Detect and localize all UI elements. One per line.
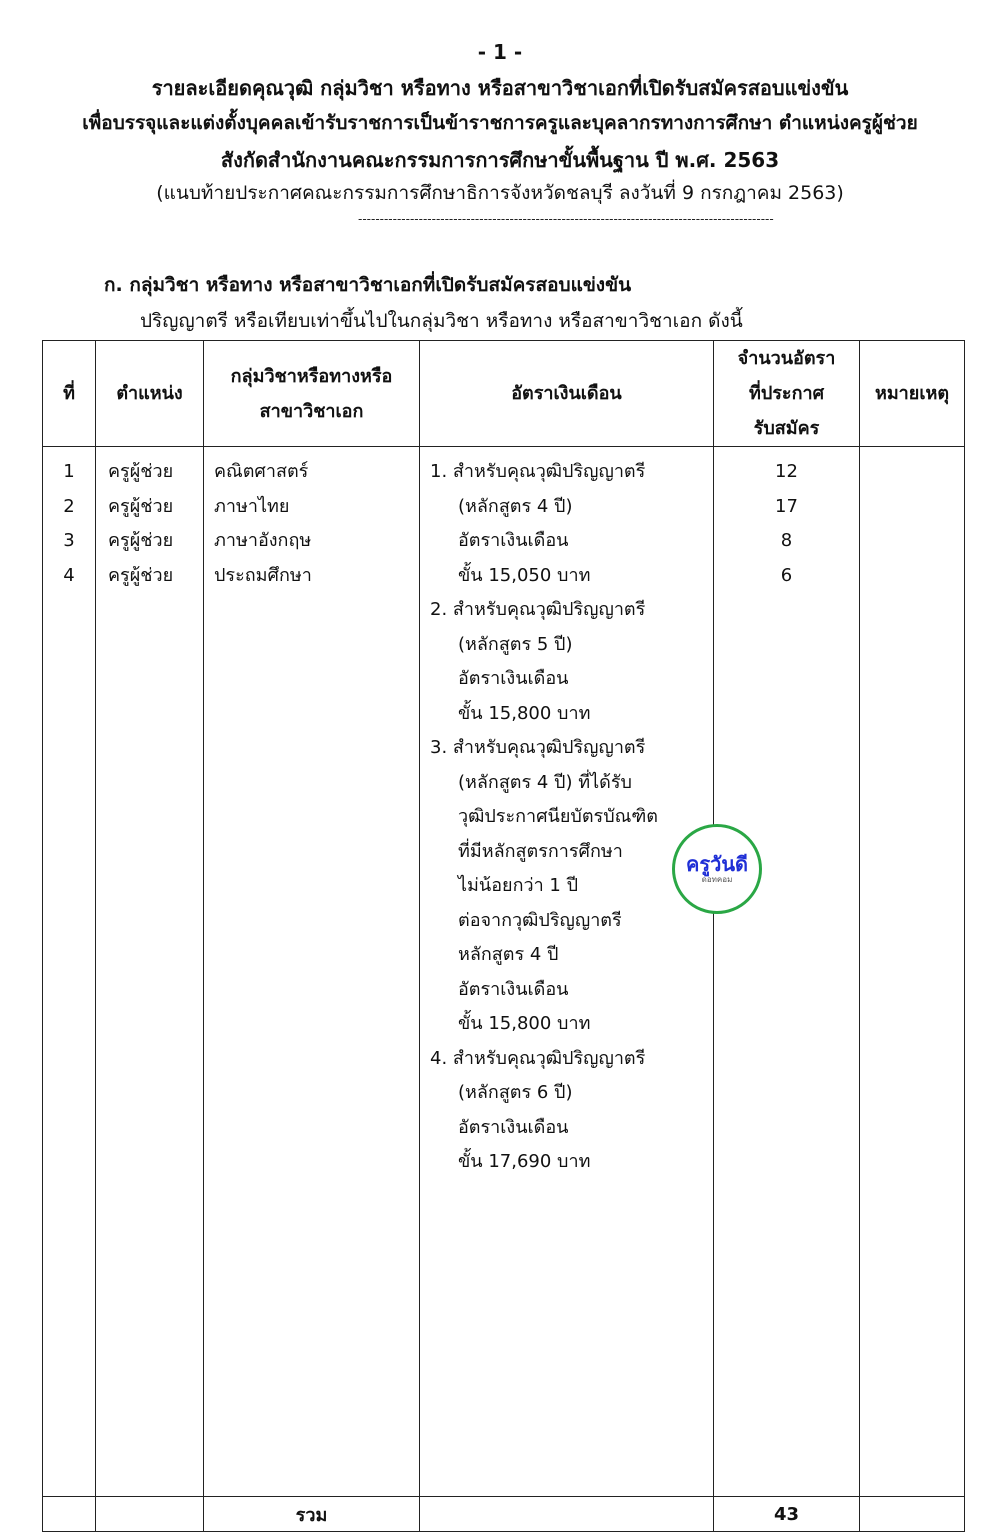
row-no: 2 (63, 495, 75, 517)
title-line-2: เพื่อบรรจุและแต่งตั้งบุคคลเข้ารับราชการเป็นข้าราชการครูและบุคลากรทางการศึกษา ตำแหน่งครูผู้ช่วย (82, 112, 918, 134)
watermark-stamp (672, 824, 762, 914)
salary-line: อัตราเงินเดือน (458, 530, 569, 551)
positions-table (42, 340, 965, 1532)
salary-line: (หลักสูตร 4 ปี) ที่ได้รับ (458, 771, 632, 793)
salary-line: หลักสูตร 4 ปี (458, 944, 559, 965)
row-position: ครูผู้ช่วย (108, 495, 174, 517)
row-position: ครูผู้ช่วย (108, 530, 174, 551)
header-count-line-1: จำนวนอัตรา (737, 348, 836, 369)
salary-item-2 (420, 593, 713, 731)
row-no: 1 (63, 461, 75, 482)
title-line-1: รายละเอียดคุณวุฒิ กลุ่มวิชา หรือทาง หรือสาขาวิชาเอกที่เปิดรับสมัครสอบแข่งขัน (151, 76, 849, 100)
salary-line: ขั้น 15,800 บาท (458, 1013, 591, 1034)
header-salary: อัตราเงินเดือน (420, 341, 714, 447)
total-empty-cell (43, 1497, 96, 1532)
row-count: 8 (780, 530, 793, 551)
row-no: 4 (63, 564, 75, 586)
header-position: ตำแหน่ง (96, 341, 204, 447)
row-count: 12 (775, 461, 798, 482)
title-line-3: สังกัดสำนักงานคณะกรรมการการศึกษาขั้นพื้นฐาน ปี พ.ศ. 2563 (220, 148, 780, 172)
header-subject (204, 341, 420, 447)
announcement-reference: (แนบท้ายประกาศคณะกรรมการศึกษาธิการจังหวัดชลบุรี ลงวันที่ 9 กรกฎาคม 2563) (156, 182, 844, 204)
header-count-line-3: รับสมัคร (753, 418, 820, 439)
salary-line: อัตราเงินเดือน (458, 668, 569, 689)
total-empty-cell (420, 1497, 714, 1532)
page-number: - 1 - (477, 40, 523, 64)
row-no: 3 (63, 530, 75, 551)
table-body-row (43, 447, 965, 1497)
salary-line: อัตราเงินเดือน (458, 1116, 569, 1138)
header-count-line-2: ที่ประกาศ (748, 383, 825, 404)
row-subject: ประถมศึกษา (214, 564, 312, 586)
salary-line: ต่อจากวุฒิปริญญาตรี (458, 909, 622, 931)
section-heading: ก. กลุ่มวิชา หรือทาง หรือสาขาวิชาเอกที่เปิดรับสมัครสอบแข่งขัน (104, 274, 632, 296)
total-row (43, 1497, 965, 1532)
row-position: ครูผู้ช่วย (108, 564, 174, 586)
salary-line: ขั้น 15,800 บาท (458, 702, 591, 724)
salary-line: 3. สำหรับคุณวุฒิปริญญาตรี (430, 737, 646, 758)
row-subject: ภาษาไทย (214, 495, 290, 517)
total-empty-cell (96, 1497, 204, 1532)
salary-line: ขั้น 17,690 บาท (458, 1151, 591, 1172)
total-label: รวม (204, 1497, 420, 1532)
salary-line: (หลักสูตร 6 ปี) (458, 1082, 573, 1103)
salary-line: ไม่น้อยกว่า 1 ปี (458, 875, 579, 896)
separator-line: ------------------------------------------------------------------------------------------------ (358, 212, 774, 226)
total-empty-cell (860, 1497, 965, 1532)
salary-item-3 (420, 731, 713, 1042)
stamp-main-text: ครูวันดี (685, 852, 748, 876)
salary-line: อัตราเงินเดือน (458, 978, 569, 1000)
salary-item-4 (420, 1042, 713, 1180)
salary-line: 4. สำหรับคุณวุฒิปริญญาตรี (430, 1047, 646, 1069)
salary-line: (หลักสูตร 4 ปี) (458, 495, 573, 517)
header-subject-line-1: กลุ่มวิชาหรือทางหรือ (230, 365, 393, 387)
count-column (714, 447, 860, 1497)
salary-line: วุฒิประกาศนียบัตรบัณฑิต (458, 806, 658, 827)
header-no: ที่ (43, 341, 96, 447)
position-column (96, 447, 204, 1497)
row-count: 17 (775, 495, 798, 517)
salary-line: (หลักสูตร 5 ปี) (458, 633, 573, 655)
salary-line: 1. สำหรับคุณวุฒิปริญญาตรี (430, 461, 646, 482)
row-count: 6 (780, 564, 793, 586)
header-remark: หมายเหตุ (860, 341, 965, 447)
salary-line: 2. สำหรับคุณวุฒิปริญญาตรี (430, 599, 646, 620)
header-count (714, 341, 860, 447)
salary-item-1 (420, 455, 713, 593)
salary-column (420, 447, 714, 1497)
table-header-row (43, 341, 965, 447)
subject-column (204, 447, 420, 1497)
no-column (43, 447, 96, 1497)
total-count: 43 (714, 1497, 860, 1532)
salary-line: ที่มีหลักสูตรการศึกษา (458, 840, 623, 862)
row-position: ครูผู้ช่วย (108, 461, 174, 482)
stamp-sub-text: ดอทคอม (701, 875, 733, 884)
row-subject: ภาษาอังกฤษ (214, 530, 312, 551)
row-subject: คณิตศาสตร์ (214, 461, 309, 482)
remark-column (860, 447, 965, 1497)
salary-line: ขั้น 15,050 บาท (458, 564, 591, 586)
header-subject-line-2: สาขาวิชาเอก (259, 400, 364, 422)
section-subheading: ปริญญาตรี หรือเทียบเท่าขึ้นไปในกลุ่มวิชา หรือทาง หรือสาขาวิชาเอก ดังนี้ (140, 310, 743, 332)
